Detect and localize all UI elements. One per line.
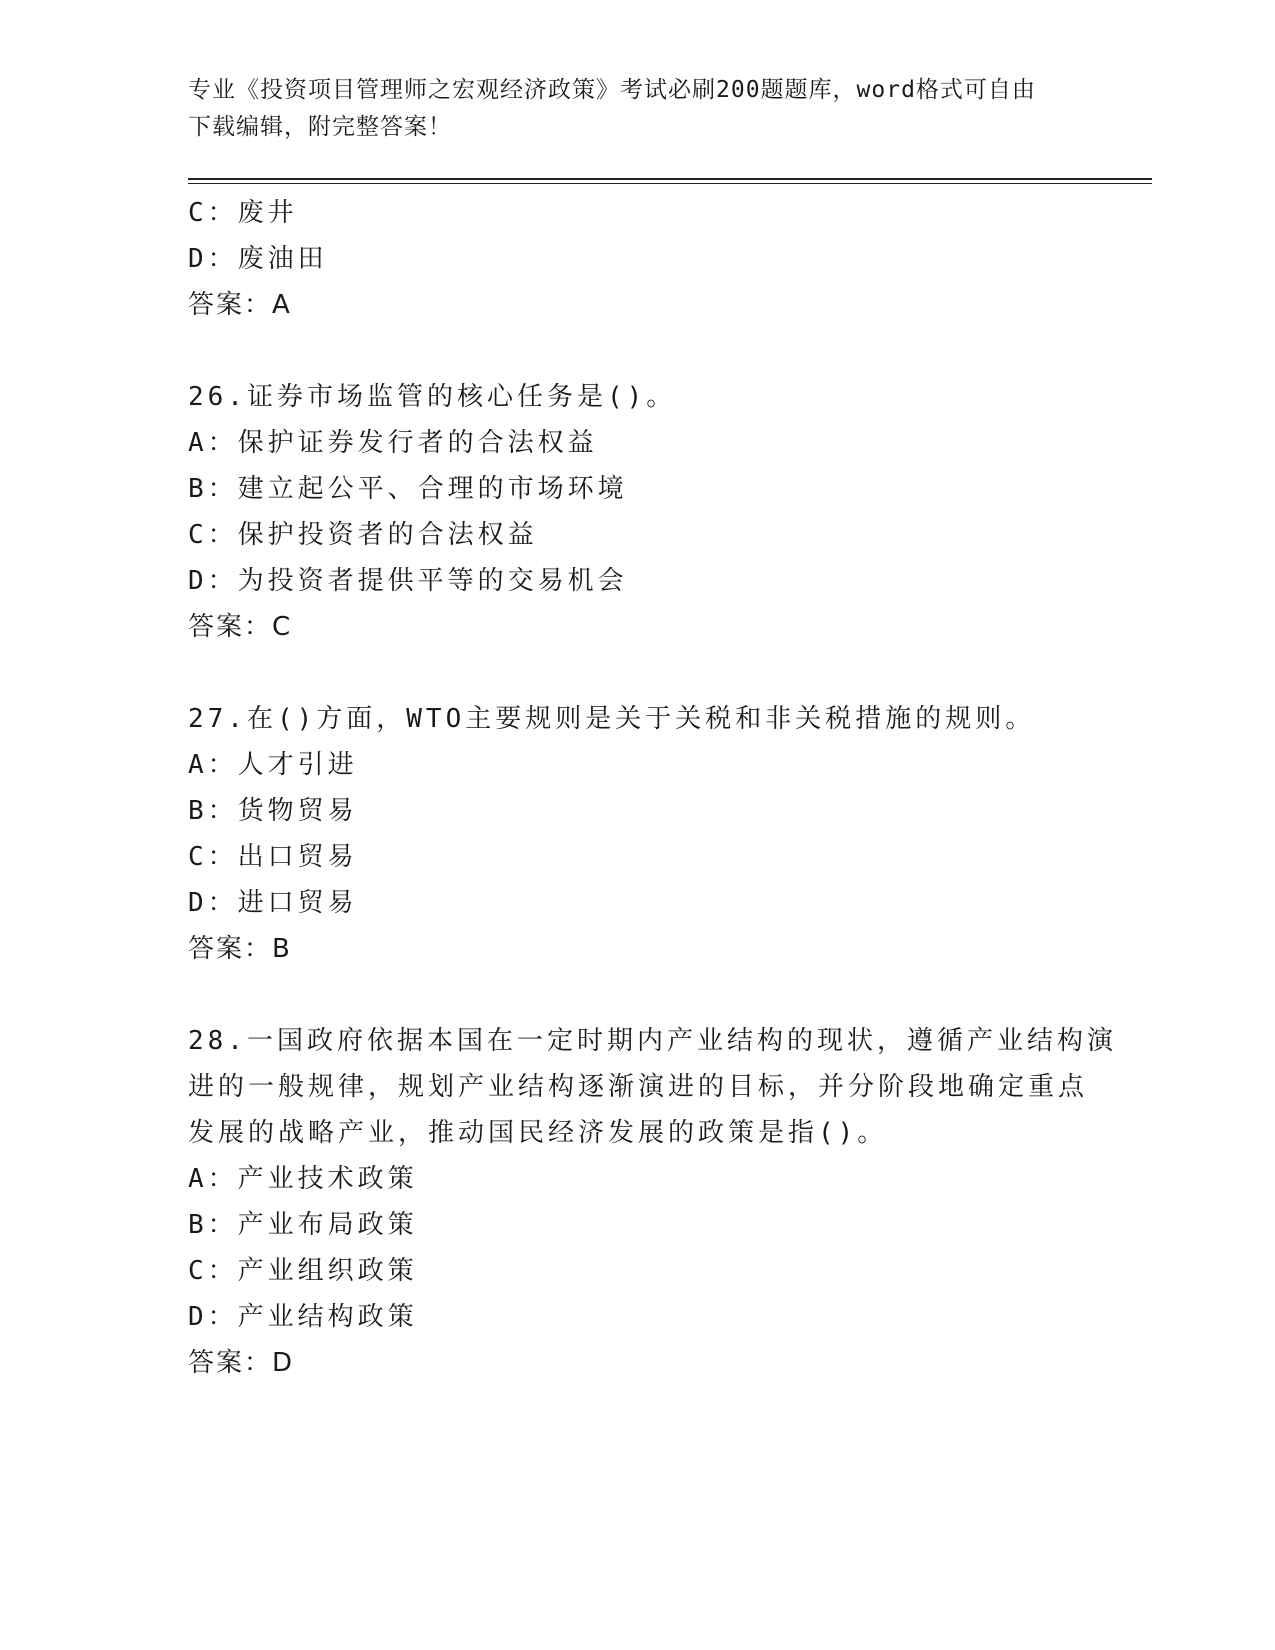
option-b: B：建立起公平、合理的市场环境: [188, 474, 628, 504]
question-text-line-1: 28.一国政府依据本国在一定时期内产业结构的现状，遵循产业结构演: [188, 1026, 1117, 1056]
option-d: D：进口贸易: [188, 888, 358, 918]
option-a: A：人才引进: [188, 750, 358, 780]
option-b: B：货物贸易: [188, 796, 358, 826]
option-c: C：废井: [188, 198, 298, 228]
question-28: [188, 1018, 1117, 1386]
option-c: C：出口贸易: [188, 842, 358, 872]
option-c: C：保护投资者的合法权益: [188, 520, 538, 550]
question-text-line-2: 进的一般规律，规划产业结构逐渐演进的目标，并分阶段地确定重点: [188, 1072, 1089, 1102]
question-text: 27.在()方面，WTO主要规则是关于关税和非关税措施的规则。: [188, 704, 1036, 734]
header-line-1: 专业《投资项目管理师之宏观经济政策》考试必刷200题题库，word格式可自由: [188, 77, 1036, 103]
option-a: A：保护证券发行者的合法权益: [188, 428, 598, 458]
option-d: D：为投资者提供平等的交易机会: [188, 566, 628, 596]
header-divider-thick: [188, 178, 1152, 180]
answer-line: 答案：C: [188, 612, 293, 642]
header-line-2: 下载编辑，附完整答案！: [188, 114, 452, 140]
header-divider-thin: [188, 183, 1152, 184]
answer-line: 答案：D: [188, 1348, 295, 1378]
question-26: [188, 374, 1088, 650]
option-a: A：产业技术政策: [188, 1164, 418, 1194]
answer-line: 答案：B: [188, 934, 292, 964]
option-b: B：产业布局政策: [188, 1210, 418, 1240]
question-27: [188, 696, 1088, 972]
option-d: D：产业结构政策: [188, 1302, 418, 1332]
question-list: [188, 190, 1117, 1386]
question-text: 26.证券市场监管的核心任务是()。: [188, 382, 677, 412]
option-d: D：废油田: [188, 244, 328, 274]
question-text-line-3: 发展的战略产业，推动国民经济发展的政策是指()。: [188, 1118, 888, 1148]
option-c: C：产业组织政策: [188, 1256, 418, 1286]
answer-line: 答案：A: [188, 290, 292, 320]
document-header: [188, 72, 1068, 146]
